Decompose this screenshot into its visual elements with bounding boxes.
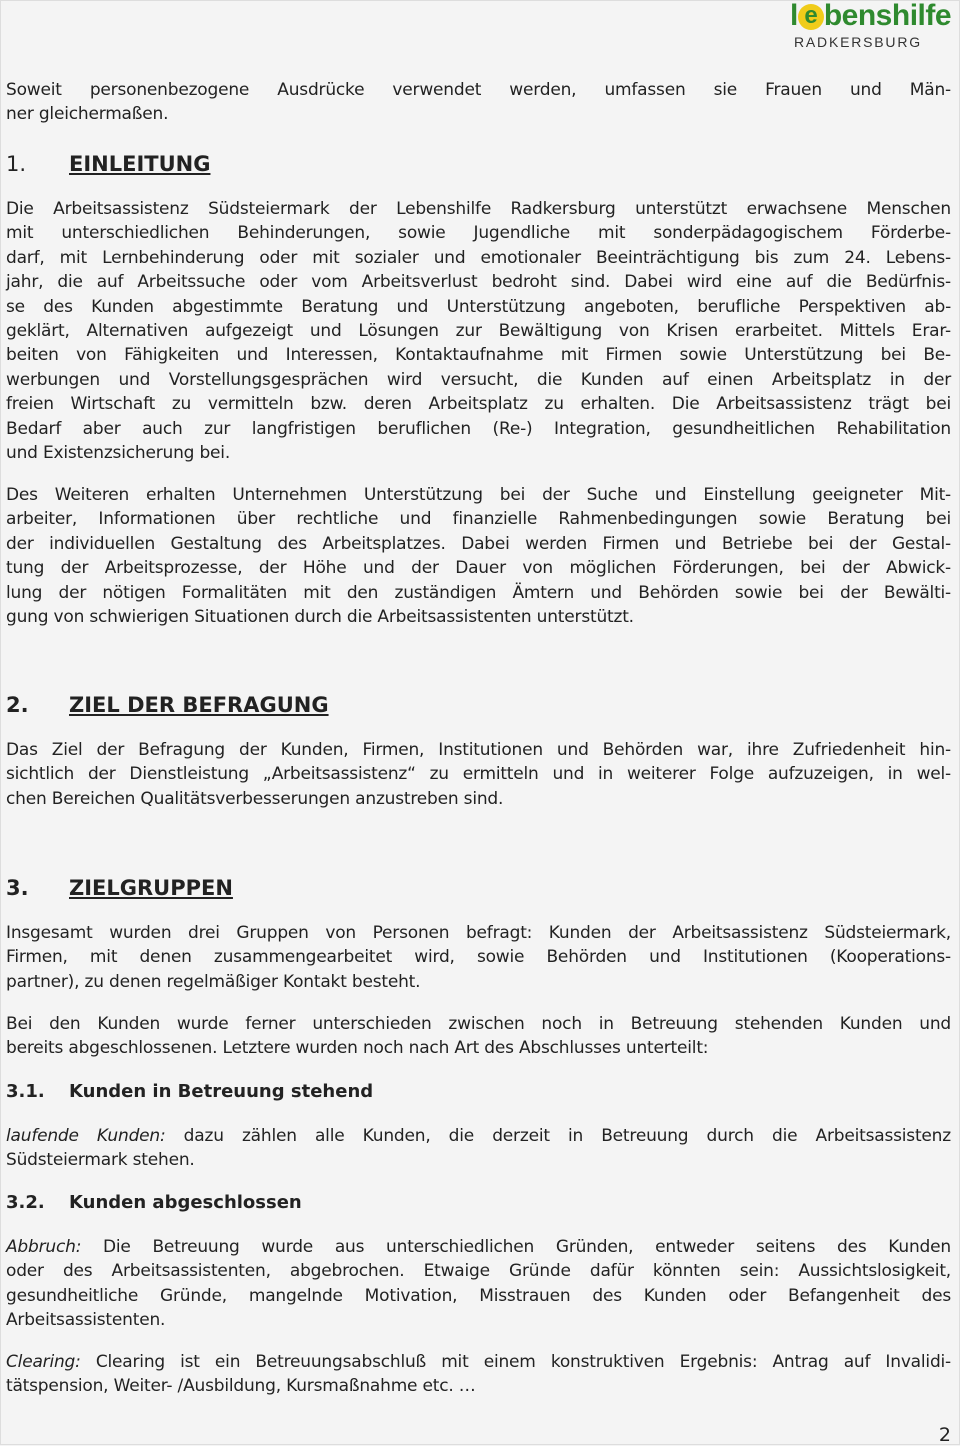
line-text: Die Arbeitsassistenz Südsteiermark der Lebenshilfe Radkersburg unterstützt erwachsene Menschen	[6, 199, 951, 219]
text-line	[6, 1284, 951, 1308]
text-line	[6, 1308, 951, 1332]
subheading-3-2: 3.2. Kunden abgeschlossen	[6, 1192, 302, 1213]
text-line	[6, 921, 951, 945]
text-line	[6, 605, 951, 629]
line-text: ner gleichermaßen.	[6, 104, 169, 125]
text-line	[6, 246, 951, 270]
paragraph	[6, 197, 951, 465]
text-line	[6, 197, 951, 221]
text-line	[6, 1350, 951, 1374]
text-line	[6, 762, 951, 786]
text-line	[6, 417, 951, 441]
line-text: gesundheitliche Gründe, mangelnde Motivation, Misstrauen des Kunden oder Befangenheit des	[6, 1285, 951, 1306]
text-line	[6, 970, 951, 994]
line-text: mit unterschiedlichen Behinderungen, sowie Jugendliche mit sonderpädagogischem Förderbe-	[6, 223, 951, 244]
line-text: Bei den Kunden wurde ferner unterschieden zwischen noch in Betreuung stehenden Kunden und	[6, 1014, 951, 1034]
text-line	[6, 945, 951, 969]
line-text: Des Weiteren erhalten Unternehmen Unterstützung bei der Suche und Einstellung geeigneter Mit-	[6, 485, 951, 505]
line-text: darf, mit Lernbehinderung oder mit sozialer und emotionaler Beeinträchtigung bis zum 24. Lebens-	[6, 247, 951, 268]
heading-ziel: 2. ZIEL DER BEFRAGUNG	[6, 693, 329, 717]
line-text: der individuellen Gestaltung des Arbeitsplatzes. Dabei werden Firmen und Betriebe bei der Gestal-	[6, 533, 951, 554]
line-text: bereits abgeschlossenen. Letztere wurden noch nach Art des Abschlusses unterteilt:	[6, 1038, 709, 1059]
text-line	[6, 1036, 951, 1060]
line-text: gung von schwierigen Situationen durch die Arbeitsassistenten unterstützt.	[6, 606, 634, 627]
line-text: chen Bereichen Qualitätsverbesserungen anzustreben sind.	[6, 788, 504, 809]
text-line	[6, 1148, 951, 1172]
line-text: Arbeitsassistenten.	[6, 1310, 166, 1331]
line-text: werbungen und Vorstellungsgesprächen wird versucht, die Kunden auf einen Arbeitsplatz in der	[6, 369, 951, 390]
line-text: tätspension, Weiter- /Ausbildung, Kursmaßnahme etc. …	[6, 1376, 476, 1397]
intro-paragraph	[6, 78, 951, 127]
line-text: Clearing ist ein Betreuungsabschluß mit einem konstruktiven Ergebnis: Antrag auf Invalidi-	[80, 1352, 951, 1372]
lebenshilfe-logo: l e benshilfe RADKERSBURG	[790, 0, 952, 50]
text-line	[6, 368, 951, 392]
line-text: jahr, die auf Arbeitssuche oder vom Arbeitsverlust bedroht sind. Dabei wird eine auf die Bedürfnis-	[6, 272, 951, 293]
text-line	[6, 295, 951, 319]
heading-einleitung: 1. EINLEITUNG	[6, 152, 211, 176]
line-text: se des Kunden abgestimmte Beratung und Unterstützung angeboten, berufliche Perspektiven ab-	[6, 296, 951, 317]
text-line	[6, 441, 951, 465]
italic-term: Abbruch:	[6, 1237, 82, 1257]
line-text: und Existenzsicherung bei.	[6, 442, 231, 463]
text-line	[6, 1374, 951, 1398]
text-line	[6, 532, 951, 556]
paragraph	[6, 1124, 951, 1173]
line-text: partner), zu denen regelmäßiger Kontakt besteht.	[6, 971, 421, 992]
text-line	[6, 507, 951, 531]
line-text: arbeiter, Informationen über rechtliche und finanzielle Rahmenbedingungen sowie Beratung bei	[6, 509, 951, 530]
line-text: Bedarf aber auch zur langfristigen beruflichen (Re-) Integration, gesundheitlichen Rehabilitation	[6, 418, 951, 439]
paragraph	[6, 483, 951, 629]
paragraph	[6, 738, 951, 811]
text-line	[6, 556, 951, 580]
italic-term: Clearing:	[6, 1352, 81, 1372]
page-number: 2	[938, 1424, 951, 1446]
line-text: Firmen, mit denen zusammengearbeitet wird, sowie Behörden und Institutionen (Kooperations-	[6, 947, 951, 968]
text-line	[6, 319, 951, 343]
line-text: sichtlich der Dienstleistung „Arbeitsassistenz“ zu ermitteln und in weiterer Folge aufzuzeigen, in wel-	[6, 764, 951, 785]
text-line	[6, 787, 951, 811]
heading-zielgruppen: 3. ZIELGRUPPEN	[6, 876, 233, 900]
line-text: Soweit personenbezogene Ausdrücke verwendet werden, umfassen sie Frauen und Män-	[6, 80, 951, 100]
paragraph	[6, 1012, 951, 1061]
paragraph	[6, 1350, 951, 1399]
text-line	[6, 483, 951, 507]
line-text: tung der Arbeitsprozesse, der Höhe und der Dauer von möglichen Förderungen, bei der Abwick-	[6, 558, 951, 579]
line-text: geklärt, Alternativen aufgezeigt und Lösungen zur Bewältigung von Krisen erarbeitet. Mittels Erar-	[6, 320, 951, 341]
text-line	[6, 102, 951, 126]
line-text: dazu zählen alle Kunden, die derzeit in Betreuung durch die Arbeitsassistenz	[165, 1126, 951, 1146]
line-text: lung der nötigen Formalitäten mit den zuständigen Ämtern und Behörden sowie bei der Bewälti-	[6, 582, 951, 603]
line-text: Das Ziel der Befragung der Kunden, Firmen, Institutionen und Behörden war, ihre Zufriedenheit hin-	[6, 740, 951, 760]
text-line	[6, 343, 951, 367]
line-text: Südsteiermark stehen.	[6, 1150, 195, 1171]
line-text: Insgesamt wurden drei Gruppen von Personen befragt: Kunden der Arbeitsassistenz Südsteiermark,	[6, 923, 951, 943]
text-line	[6, 581, 951, 605]
text-line	[6, 1012, 951, 1036]
line-text: beiten von Fähigkeiten und Interessen, Kontaktaufnahme mit Firmen sowie Unterstützung bei Be-	[6, 345, 951, 366]
line-text: oder des Arbeitsassistenten, abgebrochen. Etwaige Gründe dafür könnten sein: Aussichtslosigkeit,	[6, 1261, 951, 1282]
line-text: Die Betreuung wurde aus unterschiedlichen Gründen, entweder seitens des Kunden	[81, 1237, 951, 1257]
paragraph	[6, 921, 951, 994]
line-text: freien Wirtschaft zu vermitteln bzw. deren Arbeitsplatz zu erhalten. Die Arbeitsassistenz trägt bei	[6, 394, 951, 415]
text-line	[6, 1235, 951, 1259]
text-line	[6, 738, 951, 762]
text-line	[6, 221, 951, 245]
text-line	[6, 1259, 951, 1283]
text-line	[6, 392, 951, 416]
paragraph	[6, 1235, 951, 1333]
italic-term: laufende Kunden:	[6, 1126, 166, 1146]
text-line	[6, 78, 951, 102]
text-line	[6, 1124, 951, 1148]
subheading-3-1: 3.1. Kunden in Betreuung stehend	[6, 1081, 374, 1102]
text-line	[6, 270, 951, 294]
